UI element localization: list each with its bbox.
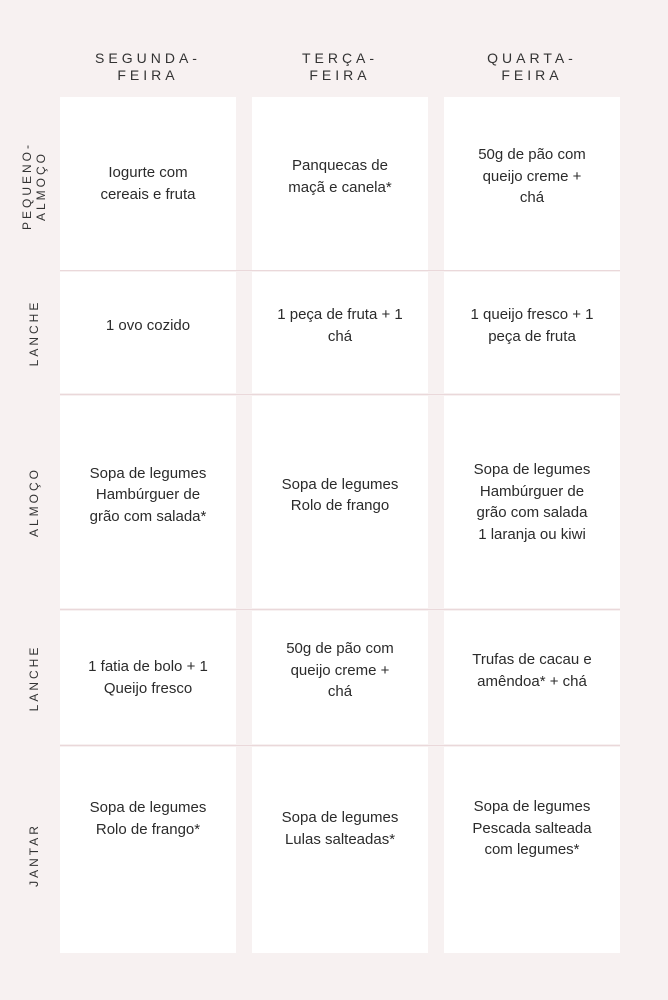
meal-cell: 1 peça de fruta + 1 chá — [252, 272, 428, 393]
row-label-almoco: ALMOÇO — [27, 466, 41, 538]
row-label-lanche-tarde: LANCHE — [27, 644, 41, 712]
meal-cell: 50g de pão com queijo creme + chá — [252, 611, 428, 744]
meal-cell: Iogurte com cereais e fruta — [60, 97, 236, 270]
meal-cell: Sopa de legumes Pescada salteada com legumes* — [444, 747, 620, 953]
row-divider — [60, 270, 620, 271]
meal-cell: 50g de pão com queijo creme + chá — [444, 97, 620, 270]
row-divider — [60, 745, 620, 746]
column-header-segunda: SEGUNDA- FEIRA — [95, 50, 201, 83]
meal-cell: 1 ovo cozido — [60, 272, 236, 393]
meal-cell: Panquecas de maçã e canela* — [252, 97, 428, 270]
meal-cell: 1 fatia de bolo + 1 Queijo fresco — [60, 611, 236, 744]
row-label-jantar: JANTAR — [27, 823, 41, 887]
meal-cell: Sopa de legumes Hambúrguer de grão com salada* — [60, 396, 236, 608]
column-header-quarta: QUARTA- FEIRA — [487, 50, 577, 83]
row-label-lanche-manha: LANCHE — [27, 299, 41, 367]
meal-cell: Sopa de legumes Rolo de frango — [252, 396, 428, 608]
row-divider — [60, 394, 620, 395]
row-label-pequeno-almoco: PEQUENO- ALMOÇO — [20, 141, 48, 231]
column-header-terca: TERÇA- FEIRA — [301, 50, 379, 83]
meal-cell: Sopa de legumes Rolo de frango* — [60, 747, 236, 953]
meal-cell: 1 queijo fresco + 1 peça de fruta — [444, 272, 620, 393]
row-divider — [60, 609, 620, 610]
meal-cell: Trufas de cacau e amêndoa* + chá — [444, 611, 620, 744]
meal-cell: Sopa de legumes Lulas salteadas* — [252, 747, 428, 953]
meal-cell: Sopa de legumes Hambúrguer de grão com salada 1 laranja ou kiwi — [444, 396, 620, 608]
